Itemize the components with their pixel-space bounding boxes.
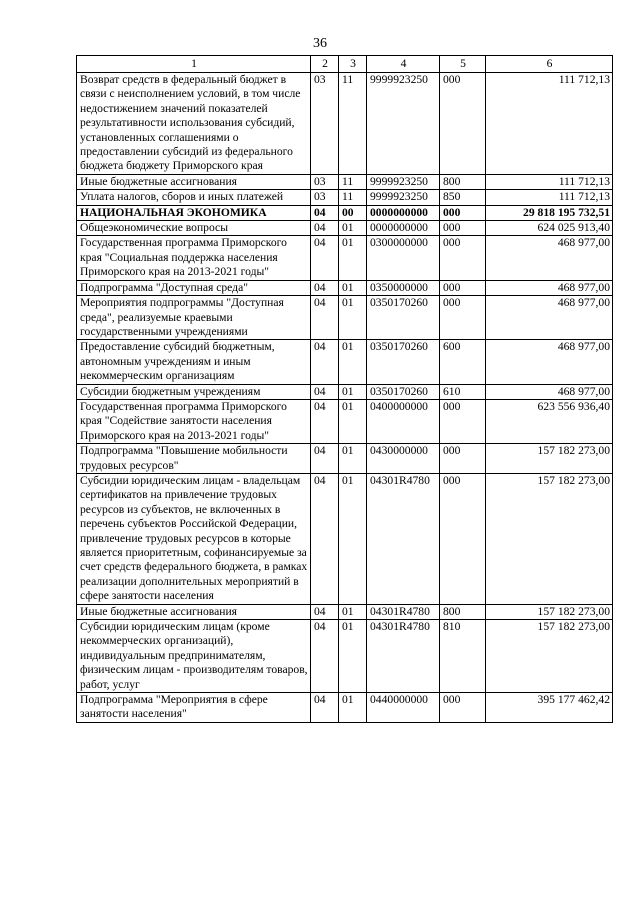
- row-section-code: 04: [311, 473, 339, 604]
- row-name: Общеэкономические вопросы: [77, 221, 311, 236]
- table-row: [77, 174, 613, 189]
- row-expense-type-code: 000: [440, 221, 486, 236]
- header-col-6: 6: [486, 56, 613, 73]
- row-subsection-code: 00: [339, 205, 367, 220]
- row-target-code: 0000000000: [367, 221, 440, 236]
- table-row: [77, 620, 613, 693]
- row-target-code: 04301R4780: [367, 620, 440, 693]
- row-amount: 111 712,13: [486, 174, 613, 189]
- row-target-code: 0000000000: [367, 205, 440, 220]
- row-subsection-code: 01: [339, 296, 367, 340]
- row-name: Возврат средств в федеральный бюджет в связи с неисполнением условий, в том числе недостижением значений показателей результативности использования субсидий, установленных соглашениями о предоставлении субсидий из федерального бюджета бюджету Приморского края: [77, 73, 311, 175]
- row-target-code: 0300000000: [367, 236, 440, 280]
- row-target-code: 0400000000: [367, 399, 440, 443]
- row-name: Субсидии юридическим лицам (кроме некоммерческих организаций), индивидуальным предпринимателям, физическим лицам - производителям товаров, работ, услуг: [77, 620, 311, 693]
- table-row: [77, 604, 613, 619]
- table-row: [77, 296, 613, 340]
- table-row: [77, 221, 613, 236]
- row-target-code: 0350170260: [367, 384, 440, 399]
- row-section-code: 03: [311, 174, 339, 189]
- table-row: [77, 384, 613, 399]
- row-section-code: 04: [311, 384, 339, 399]
- row-section-code: 04: [311, 280, 339, 295]
- row-expense-type-code: 000: [440, 444, 486, 474]
- header-col-3: 3: [339, 56, 367, 73]
- row-target-code: 9999923250: [367, 190, 440, 205]
- row-subsection-code: 01: [339, 604, 367, 619]
- row-section-code: 04: [311, 221, 339, 236]
- row-name: НАЦИОНАЛЬНАЯ ЭКОНОМИКА: [77, 205, 311, 220]
- row-amount: 111 712,13: [486, 73, 613, 175]
- row-section-code: 04: [311, 236, 339, 280]
- row-expense-type-code: 000: [440, 280, 486, 295]
- row-section-code: 04: [311, 205, 339, 220]
- row-subsection-code: 11: [339, 190, 367, 205]
- row-section-code: 04: [311, 604, 339, 619]
- row-amount: 468 977,00: [486, 280, 613, 295]
- row-expense-type-code: 850: [440, 190, 486, 205]
- table-row: [77, 280, 613, 295]
- row-amount: 468 977,00: [486, 384, 613, 399]
- row-subsection-code: 01: [339, 693, 367, 723]
- table-row: [77, 73, 613, 175]
- row-expense-type-code: 610: [440, 384, 486, 399]
- row-name: Подпрограмма "Повышение мобильности трудовых ресурсов": [77, 444, 311, 474]
- row-amount: 395 177 462,42: [486, 693, 613, 723]
- row-name: Мероприятия подпрограммы "Доступная среда", реализуемые краевыми государственными учреждениями: [77, 296, 311, 340]
- header-col-1: 1: [77, 56, 311, 73]
- row-expense-type-code: 810: [440, 620, 486, 693]
- table-row: [77, 236, 613, 280]
- row-section-code: 03: [311, 73, 339, 175]
- table-row: [77, 340, 613, 384]
- row-subsection-code: 01: [339, 473, 367, 604]
- row-section-code: 03: [311, 190, 339, 205]
- row-name: Субсидии юридическим лицам - владельцам сертификатов на привлечение трудовых ресурсов из субъектов, не включенных в перечень субъектов Российской Федерации, привлечение трудовых ресурсов в которые является приоритетным, софинансируемые за счет средств федерального бюджета, в рамках реализации дополнительных мероприятий в сфере занятости населения: [77, 473, 311, 604]
- row-name: Уплата налогов, сборов и иных платежей: [77, 190, 311, 205]
- row-name: Иные бюджетные ассигнования: [77, 174, 311, 189]
- row-expense-type-code: 000: [440, 296, 486, 340]
- row-subsection-code: 01: [339, 280, 367, 295]
- row-amount: 157 182 273,00: [486, 444, 613, 474]
- row-expense-type-code: 000: [440, 399, 486, 443]
- row-expense-type-code: 000: [440, 73, 486, 175]
- row-expense-type-code: 000: [440, 205, 486, 220]
- row-target-code: 0440000000: [367, 693, 440, 723]
- row-subsection-code: 01: [339, 444, 367, 474]
- row-target-code: 04301R4780: [367, 473, 440, 604]
- row-amount: 468 977,00: [486, 296, 613, 340]
- header-col-5: 5: [440, 56, 486, 73]
- row-section-code: 04: [311, 340, 339, 384]
- row-name: Субсидии бюджетным учреждениям: [77, 384, 311, 399]
- row-amount: 157 182 273,00: [486, 473, 613, 604]
- row-name: Предоставление субсидий бюджетным, автономным учреждениям и иным некоммерческим организациям: [77, 340, 311, 384]
- table-row: [77, 205, 613, 220]
- table-row: [77, 399, 613, 443]
- row-section-code: 04: [311, 693, 339, 723]
- row-amount: 111 712,13: [486, 190, 613, 205]
- row-subsection-code: 01: [339, 340, 367, 384]
- row-section-code: 04: [311, 296, 339, 340]
- header-col-2: 2: [311, 56, 339, 73]
- row-target-code: 04301R4780: [367, 604, 440, 619]
- row-expense-type-code: 000: [440, 236, 486, 280]
- row-section-code: 04: [311, 399, 339, 443]
- row-amount: 157 182 273,00: [486, 604, 613, 619]
- header-col-4: 4: [367, 56, 440, 73]
- row-name: Подпрограмма "Мероприятия в сфере занятости населения": [77, 693, 311, 723]
- row-amount: 624 025 913,40: [486, 221, 613, 236]
- row-amount: 468 977,00: [486, 340, 613, 384]
- row-expense-type-code: 600: [440, 340, 486, 384]
- row-subsection-code: 01: [339, 620, 367, 693]
- header-row: [77, 56, 613, 73]
- row-target-code: 0430000000: [367, 444, 440, 474]
- row-target-code: 9999923250: [367, 174, 440, 189]
- row-subsection-code: 01: [339, 384, 367, 399]
- row-subsection-code: 01: [339, 399, 367, 443]
- row-subsection-code: 11: [339, 73, 367, 175]
- table-row: [77, 190, 613, 205]
- row-amount: 157 182 273,00: [486, 620, 613, 693]
- table-row: [77, 473, 613, 604]
- table-row: [77, 693, 613, 723]
- row-target-code: 0350170260: [367, 340, 440, 384]
- row-target-code: 0350170260: [367, 296, 440, 340]
- row-amount: 468 977,00: [486, 236, 613, 280]
- row-section-code: 04: [311, 620, 339, 693]
- row-name: Государственная программа Приморского края "Содействие занятости населения Приморского края на 2013-2021 годы": [77, 399, 311, 443]
- row-amount: 29 818 195 732,51: [486, 205, 613, 220]
- row-subsection-code: 11: [339, 174, 367, 189]
- row-section-code: 04: [311, 444, 339, 474]
- row-target-code: 0350000000: [367, 280, 440, 295]
- row-target-code: 9999923250: [367, 73, 440, 175]
- row-name: Подпрограмма "Доступная среда": [77, 280, 311, 295]
- row-expense-type-code: 800: [440, 174, 486, 189]
- table-row: [77, 444, 613, 474]
- row-subsection-code: 01: [339, 236, 367, 280]
- row-name: Иные бюджетные ассигнования: [77, 604, 311, 619]
- budget-table: [76, 55, 613, 723]
- row-expense-type-code: 800: [440, 604, 486, 619]
- table-body: [77, 73, 613, 723]
- row-expense-type-code: 000: [440, 693, 486, 723]
- page-number: 36: [313, 36, 327, 51]
- row-amount: 623 556 936,40: [486, 399, 613, 443]
- row-expense-type-code: 000: [440, 473, 486, 604]
- row-name: Государственная программа Приморского края "Социальная поддержка населения Приморского края на 2013-2021 годы": [77, 236, 311, 280]
- row-subsection-code: 01: [339, 221, 367, 236]
